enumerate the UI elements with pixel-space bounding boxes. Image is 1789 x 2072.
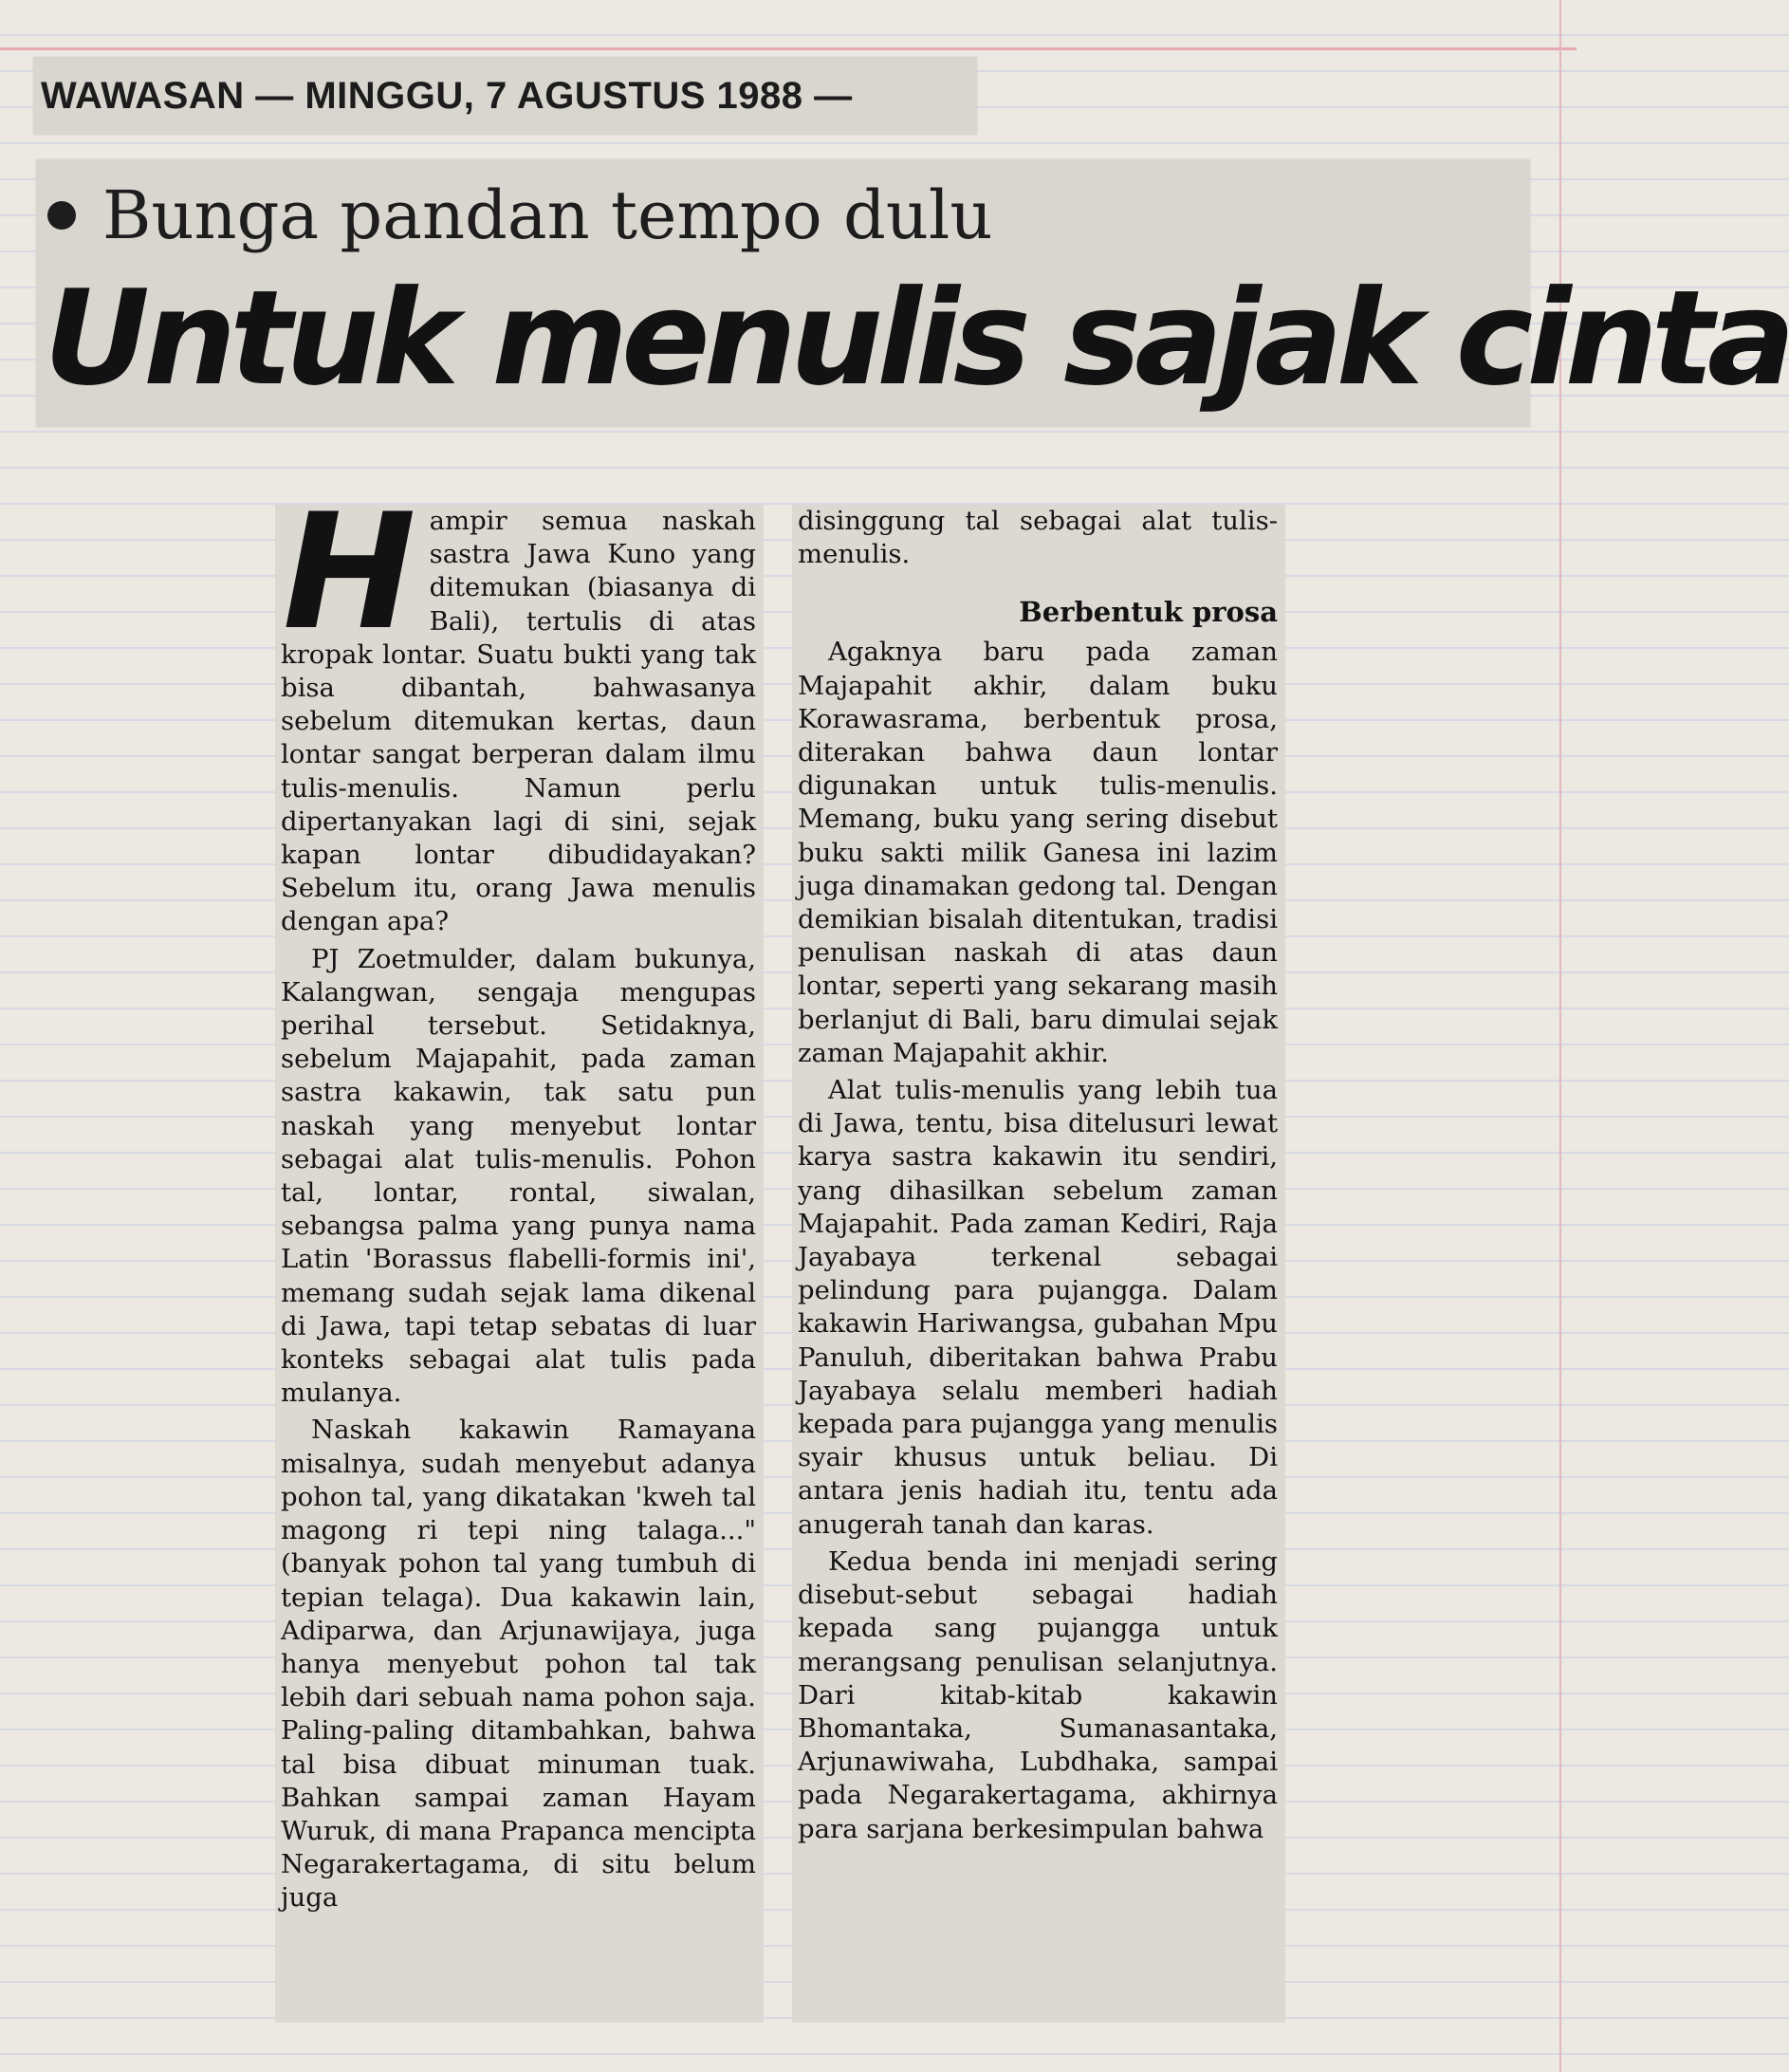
paragraph-1-text: ampir semua naskah sastra Jawa Kuno yang ditemukan (biasanya di Bali), tertulis di atas kropak lontar. Suatu bukti yang tak bisa dibantah, bahwasanya sebelum ditemukan kertas, daun lontar sangat berperan dalam ilmu tulis-menulis. Namun perlu dipertanyakan lagi di sini, sejak kapan lontar dibudidayakan? Sebelum itu, orang Jawa menulis dengan apa? bbox=[281, 506, 756, 937]
headline-clipping bbox=[36, 159, 1789, 427]
notebook-margin-line bbox=[0, 47, 1577, 50]
paragraph-3: Naskah kakawin Ramayana misalnya, sudah menyebut adanya pohon tal, yang dikatakan 'kweh tal magong ri tepi ning talaga..." (banyak pohon tal yang tumbuh di tepian telaga). Dua kakawin lain, Adiparwa, dan Arjunawijaya, juga hanya menyebut pohon tal tak lebih dari sebuah nama pohon saja. Paling-paling ditambahkan, bahwa tal bisa dibuat minuman tuak. Bahkan sampai zaman Hayam Wuruk, di mana Prapanca mencipta Negarakertagama, di situ belum juga bbox=[281, 1415, 756, 1914]
article-column-2 bbox=[792, 505, 1285, 2023]
dateline-clipping bbox=[33, 57, 977, 135]
paragraph-1 bbox=[281, 479, 756, 939]
paragraph-7: Kedua benda ini menjadi sering disebut-sebut sebagai hadiah kepada sang pujangga untuk merangsang penulisan selanjutnya. Dari kitab-kitab kakawin Bhomantaka, Sumanasantaka, Arjunawiwaha, Lubdhaka, sampai pada Negarakertagama, akhirnya para sarjana berkesimpulan bahwa bbox=[798, 1545, 1278, 1844]
dateline: WAWASAN — MINGGU, 7 AGUSTUS 1988 — bbox=[41, 75, 853, 117]
paragraph-5: Agaknya baru pada zaman Majapahit akhir, dalam buku Korawasrama, berbentuk prosa, diterakan bahwa daun lontar digunakan untuk tulis-menulis. Memang, buku yang sering disebut buku sakti milik Ganesa ini lazim juga dinamakan gedong tal. Dengan demikian bisalah ditentukan, tradisi penulisan naskah di atas daun lontar, seperti yang sekarang masih berlanjut di Bali, baru dimulai sejak zaman Majapahit akhir. bbox=[798, 637, 1278, 1068]
paragraph-4: disinggung tal sebagai alat tulis-menulis. bbox=[798, 506, 1278, 570]
kicker-text: Bunga pandan tempo dulu bbox=[102, 176, 993, 254]
subheading: Berbentuk prosa bbox=[1019, 596, 1278, 629]
paragraph-6: Alat tulis-menulis yang lebih tua di Jawa, tentu, bisa ditelusuri lewat karya sastra kakawin itu sendiri, yang dihasilkan sebelum zaman Majapahit. Pada zaman Kediri, Raja Jayabaya terkenal sebagai pelindung para pujangga. Dalam kakawin Hariwangsa, gubahan Mpu Panuluh, diberitakan bahwa Prabu Jayabaya selalu memberi hadiah kepada para pujangga yang menulis syair khusus untuk beliau. Di antara jenis hadiah itu, tentu ada anugerah tanah dan karas. bbox=[798, 1075, 1278, 1540]
kicker bbox=[36, 176, 992, 254]
drop-cap: H bbox=[283, 479, 416, 665]
article-title: Untuk menulis sajak cinta bbox=[44, 262, 1789, 415]
article-column-1 bbox=[275, 479, 764, 2023]
paragraph-2: PJ Zoetmulder, dalam bukunya, Kalangwan, sengaja mengupas perihal tersebut. Setidaknya, sebelum Majapahit, pada zaman sastra kakawin, tak satu pun naskah yang menyebut lontar sebagai alat tulis-menulis. Pohon tal, lontar, rontal, siwalan, sebangsa palma yang punya nama Latin 'Borassus flabelli-formis ini', memang sudah sejak lama dikenal di Jawa, tapi tetap sebatas di luar konteks sebagai alat tulis pada mulanya. bbox=[281, 943, 756, 1409]
bullet-icon bbox=[47, 201, 76, 230]
